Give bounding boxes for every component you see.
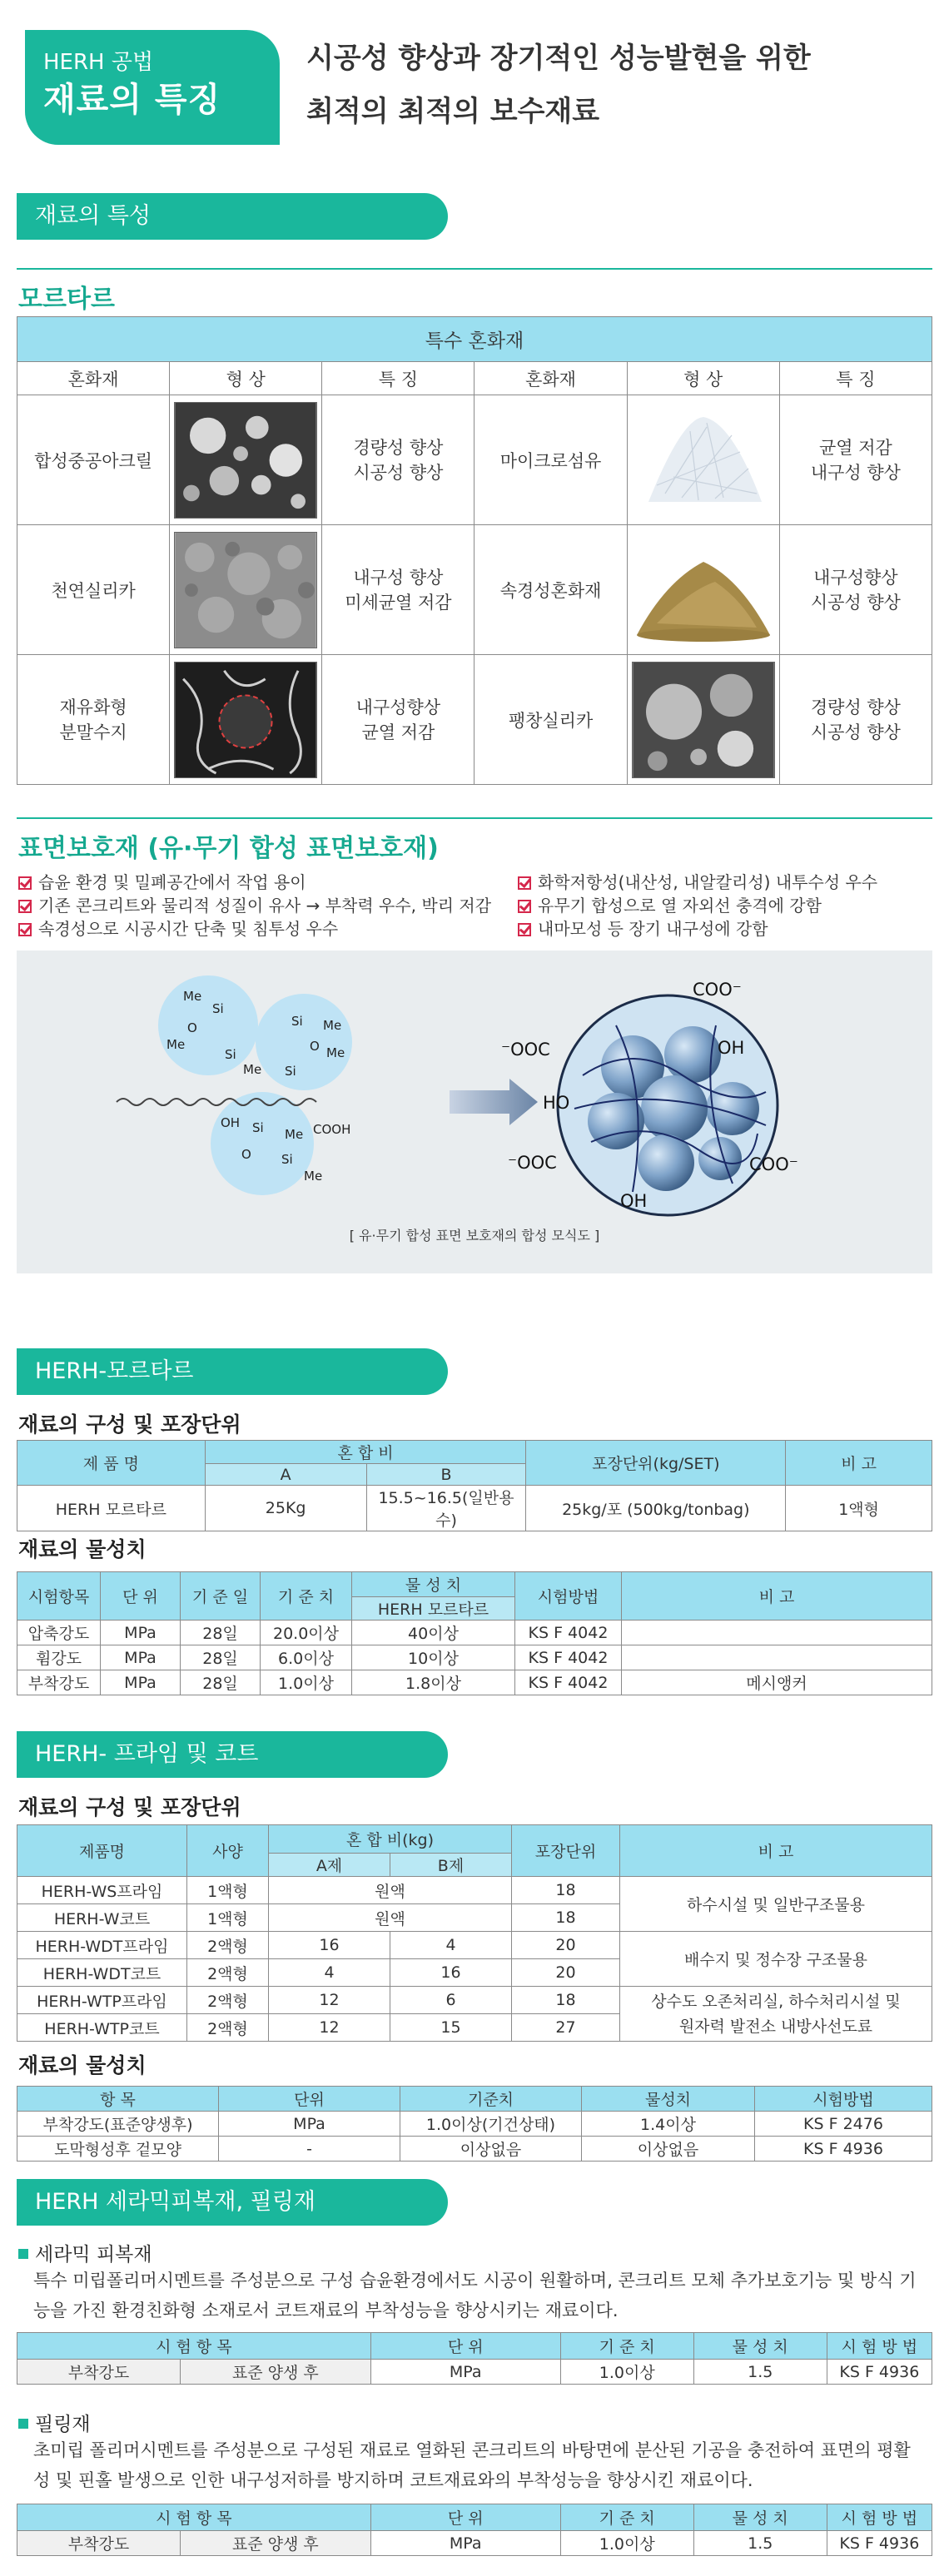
cell-std: 20.0이상 — [261, 1621, 352, 1645]
header-pack: 포장단위(kg/SET) — [526, 1441, 786, 1486]
admixture-name: 팽창실리카 — [474, 655, 627, 785]
cell-type: 1액형 — [187, 1904, 269, 1932]
check-item — [18, 917, 491, 941]
header-note: 비 고 — [620, 1825, 932, 1877]
section-title-surface: 표면보호재 (유·무기 합성 표면보호재) — [18, 834, 439, 863]
header-feature: 특 징 — [322, 362, 474, 395]
cell-unit: MPa — [101, 1670, 181, 1695]
desc-line: 초미립 폴리머시멘트를 주성분으로 구성된 재료로 열화된 콘크리트의 바탕면에 분산된 기공을 충전하여 표면의 평활 — [33, 2440, 911, 2460]
header-unit: 단위 — [219, 2087, 400, 2112]
check-item — [518, 894, 877, 917]
cell-product: HERH 모르타르 — [17, 1486, 206, 1531]
cell-age: 28일 — [181, 1645, 261, 1670]
header-note: 비 고 — [622, 1572, 932, 1621]
header-unit: 단 위 — [101, 1572, 181, 1621]
check-text: 기존 콘크리트와 물리적 성질이 유사 → 부착력 우수, 박리 저감 — [38, 896, 492, 916]
table-row — [17, 2112, 932, 2137]
label-si: Si — [291, 1014, 303, 1029]
cell-product: HERH-WDT프라임 — [17, 1932, 187, 1959]
coating-title — [18, 2239, 152, 2266]
cell-value: 40이상 — [352, 1621, 515, 1645]
checkbox-icon — [518, 876, 531, 890]
molecule-cluster — [256, 994, 352, 1090]
table-row — [17, 1932, 932, 1959]
label-me: Me — [304, 1169, 323, 1184]
checkbox-icon — [518, 923, 531, 936]
cell-pack: 18 — [512, 1987, 620, 2014]
section-pill-ceramic: HERH 세라믹피복재, 필링재 — [17, 2179, 448, 2226]
header-item: 시험항목 — [17, 1572, 101, 1621]
desc-line: 특수 미립폴리머시멘트를 주성분으로 구성 습윤환경에서도 시공이 원활하며, 콘크리트 모체 추가보호기능 및 방식 기 — [33, 2271, 917, 2291]
cell-item: 도막형성후 겉모양 — [17, 2137, 219, 2162]
cell-product: HERH-WTP프라임 — [17, 1987, 187, 2014]
cell-note: 1액형 — [786, 1486, 932, 1531]
props-title: 재료의 물성치 — [18, 1537, 147, 1561]
header-shape: 형 상 — [170, 362, 322, 395]
header-age: 기 준 일 — [181, 1572, 261, 1621]
admixture-photo — [170, 395, 322, 525]
divider — [17, 817, 932, 819]
cell-note: 메시앵커 — [622, 1670, 932, 1695]
section-pill-materials: 재료의 특성 — [17, 193, 448, 240]
admixture-photo — [170, 655, 322, 785]
cell-unit: MPa — [370, 2531, 560, 2556]
cell-item: 압축강도 — [17, 1621, 101, 1645]
cell-note: 배수지 및 정수장 구조물용 — [620, 1932, 932, 1987]
checkbox-icon — [18, 900, 32, 913]
feature-line: 내구성 향상 — [353, 567, 444, 588]
desc-line: 성 및 핀홀 발생으로 인한 내구성저하를 방지하며 코트재료와의 부착성능을 향상시킨 재료이다. — [33, 2470, 753, 2490]
cell-type: 2액형 — [187, 1987, 269, 2014]
admixture-photo — [627, 525, 779, 655]
feature-line: 경량성 향상 — [353, 437, 444, 458]
cell-value: 이상없음 — [582, 2137, 755, 2162]
label-ooc: ⁻OOC — [501, 1040, 550, 1060]
header-std: 기 준 치 — [261, 1572, 352, 1621]
cell-method: KS F 4042 — [515, 1645, 622, 1670]
header-value: 물성치 — [582, 2087, 755, 2112]
feature-line: 시공성 향상 — [810, 722, 901, 742]
table-row — [17, 1670, 932, 1695]
name-line: 재유화형 — [59, 697, 127, 717]
coating-properties-table — [17, 2332, 932, 2385]
section-pill-herh-mortar: HERH-모르타르 — [17, 1348, 448, 1395]
header-product: 제 품 명 — [17, 1441, 206, 1486]
cell-mix: 원액 — [269, 1877, 512, 1904]
cell-item: 휨강도 — [17, 1645, 101, 1670]
label-ooc: ⁻OOC — [508, 1153, 557, 1173]
label-me: Me — [285, 1127, 304, 1142]
check-text: 습윤 환경 및 밀폐공간에서 작업 용이 — [38, 872, 306, 892]
filler-description — [33, 2435, 932, 2495]
header-note: 비 고 — [786, 1441, 932, 1486]
cell-unit: - — [219, 2137, 400, 2162]
check-text: 속경성으로 시공시간 단축 및 침투성 우수 — [38, 919, 339, 939]
note-line: 상수도 오존처리실, 하수처리시설 및 — [651, 1992, 901, 2011]
cell-std: 1.0이상 — [560, 2531, 693, 2556]
admixture-feature — [322, 655, 474, 785]
cell-method: KS F 4936 — [827, 2531, 932, 2556]
cell-pack: 18 — [512, 1877, 620, 1904]
check-text: 유무기 합성으로 열 자외선 충격에 강함 — [538, 896, 822, 916]
label-me: Me — [323, 1018, 342, 1033]
feature-checklist-right — [518, 871, 877, 941]
props-title: 재료의 물성치 — [18, 2053, 147, 2077]
feature-line: 내구성 향상 — [810, 462, 901, 483]
resin-micrograph-icon — [174, 662, 317, 778]
label-oh: OH — [620, 1191, 648, 1211]
label-si: Si — [252, 1120, 264, 1135]
header-value: 물 성 치 — [693, 2504, 827, 2531]
header-mix: 혼 합 비 — [205, 1441, 526, 1464]
label-oh: OH — [221, 1115, 241, 1130]
label-o: O — [241, 1147, 251, 1162]
check-item — [518, 871, 877, 894]
bullet-square-icon — [18, 2249, 28, 2259]
header-item: 항 목 — [17, 2087, 219, 2112]
admixture-photo — [170, 525, 322, 655]
desc-line: 능을 가진 환경친화형 소재로서 코트재료의 부착성능을 향상시키는 재료이다. — [33, 2301, 619, 2320]
table-row — [17, 655, 932, 785]
admixture-table — [17, 316, 932, 785]
primer-composition-table — [17, 1824, 932, 2042]
molecule-cluster — [211, 1092, 314, 1195]
cell-b: 15 — [390, 2014, 512, 2042]
cell-note: 하수시설 및 일반구조물용 — [620, 1877, 932, 1932]
cell-unit: MPa — [370, 2360, 560, 2385]
hollow-spheres-micrograph-icon — [174, 402, 317, 519]
synthesis-schematic — [17, 950, 932, 1217]
cell-a: 25Kg — [205, 1486, 366, 1531]
white-fiber-pile-icon — [632, 402, 775, 519]
cell-note — [622, 1645, 932, 1670]
check-text: 화학저항성(내산성, 내알칼리성) 내투수성 우수 — [538, 872, 878, 892]
cell-value: 1.5 — [693, 2531, 827, 2556]
filler-title-text: 필링재 — [35, 2414, 91, 2435]
primer-properties-table — [17, 2086, 932, 2162]
cell-condition: 표준 양생 후 — [181, 2531, 371, 2556]
cell-b: 6 — [390, 1987, 512, 2014]
silica-micrograph-icon — [174, 532, 317, 648]
header-mix: 혼 합 비(kg) — [269, 1825, 512, 1854]
feature-line: 내구성향상 — [813, 567, 898, 588]
note-line: 원자력 발전소 내방사선도료 — [678, 2017, 873, 2036]
name-line: 분말수지 — [59, 722, 127, 742]
cell-product: HERH-WS프라임 — [17, 1877, 187, 1904]
brown-powder-pile-icon — [632, 532, 775, 648]
hero-title: 재료의 특징 — [43, 81, 221, 119]
cell-method: KS F 4936 — [827, 2360, 932, 2385]
cell-value: 1.8이상 — [352, 1670, 515, 1695]
filler-properties-table — [17, 2504, 932, 2556]
admixture-feature — [779, 525, 932, 655]
header-admixture: 혼화재 — [17, 362, 170, 395]
headline-line-1: 시공성 향상과 장기적인 성능발현을 위한 — [306, 42, 811, 75]
cell-pack: 20 — [512, 1959, 620, 1987]
label-o: O — [187, 1020, 197, 1035]
header-unit: 단 위 — [370, 2333, 560, 2360]
header-std: 기 준 치 — [560, 2333, 693, 2360]
cell-method: KS F 4042 — [515, 1670, 622, 1695]
cell-condition: 표준 양생 후 — [181, 2360, 371, 2385]
label-si: Si — [212, 1001, 224, 1016]
arrow-right-icon — [450, 1079, 538, 1125]
headline-line-2: 최적의 최적의 보수재료 — [306, 95, 600, 128]
cell-method: KS F 2476 — [755, 2112, 932, 2137]
header-item: 시 험 항 목 — [17, 2504, 371, 2531]
feature-line: 미세균열 저감 — [345, 592, 452, 613]
hero-badge — [25, 30, 280, 145]
check-text: 내마모성 등 장기 내구성에 강함 — [538, 919, 768, 939]
feature-line: 균열 저감 — [818, 437, 892, 458]
cell-std: 이상없음 — [400, 2137, 582, 2162]
header-pack: 포장단위 — [512, 1825, 620, 1877]
table-row — [17, 1877, 932, 1904]
feature-line: 시공성 향상 — [353, 462, 444, 483]
checkbox-icon — [18, 876, 32, 890]
header-type: 사양 — [187, 1825, 269, 1877]
hero-subtitle: HERH 공법 — [43, 50, 154, 75]
header-value: 물 성 치 — [693, 2333, 827, 2360]
cell-a: 12 — [269, 2014, 390, 2042]
label-coo: COO⁻ — [749, 1154, 798, 1174]
label-me: Me — [183, 989, 202, 1004]
cell-age: 28일 — [181, 1670, 261, 1695]
header-std: 기준치 — [400, 2087, 582, 2112]
feature-line: 경량성 향상 — [810, 697, 901, 717]
section-pill-primer: HERH- 프라임 및 코트 — [17, 1731, 448, 1778]
cell-b: 4 — [390, 1932, 512, 1959]
cell-item: 부착강도(표준양생후) — [17, 2112, 219, 2137]
cell-std: 1.0이상 — [261, 1670, 352, 1695]
cell-type: 2액형 — [187, 1959, 269, 1987]
cell-std: 1.0이상(기건상태) — [400, 2112, 582, 2137]
admixture-name: 합성중공아크릴 — [17, 395, 170, 525]
header-a: A제 — [269, 1854, 390, 1877]
admixture-photo — [627, 655, 779, 785]
cell-type: 2액형 — [187, 2014, 269, 2042]
cell-value: 1.5 — [693, 2360, 827, 2385]
label-si: Si — [225, 1047, 236, 1062]
cell-b: 16 — [390, 1959, 512, 1987]
cell-unit: MPa — [101, 1621, 181, 1645]
cell-type: 1액형 — [187, 1877, 269, 1904]
label-ho: HO — [543, 1093, 570, 1113]
cell-std: 1.0이상 — [560, 2360, 693, 2385]
cell-method: KS F 4936 — [755, 2137, 932, 2162]
admixture-photo — [627, 395, 779, 525]
table-row — [17, 2137, 932, 2162]
cell-type: 2액형 — [187, 1932, 269, 1959]
divider — [17, 268, 932, 270]
cell-item: 부착강도 — [17, 1670, 101, 1695]
feature-line: 균열 저감 — [361, 722, 435, 742]
cell-item: 부착강도 — [17, 2531, 181, 2556]
table-row — [17, 1645, 932, 1670]
header-admixture: 혼화재 — [474, 362, 627, 395]
feature-line: 내구성향상 — [355, 697, 441, 717]
molecule-cluster — [158, 975, 258, 1075]
header-method: 시험방법 — [515, 1572, 622, 1621]
header-b: B제 — [390, 1854, 512, 1877]
header-value: 물 성 치 — [352, 1572, 515, 1597]
label-si: Si — [285, 1064, 296, 1079]
header-shape: 형 상 — [627, 362, 779, 395]
admixture-feature — [322, 525, 474, 655]
cell-b: 15.5~16.5(일반용수) — [366, 1486, 526, 1531]
mortar-composition-table — [17, 1440, 932, 1531]
headline — [306, 32, 811, 138]
composition-title: 재료의 구성 및 포장단위 — [18, 1795, 241, 1819]
check-item — [518, 917, 877, 941]
table-row — [17, 525, 932, 655]
filler-title — [18, 2409, 91, 2436]
cell-a: 12 — [269, 1987, 390, 2014]
coating-description — [33, 2266, 932, 2325]
admixture-name: 천연실리카 — [17, 525, 170, 655]
cell-std: 6.0이상 — [261, 1645, 352, 1670]
admixture-name: 마이크로섬유 — [474, 395, 627, 525]
cell-value: 1.4이상 — [582, 2112, 755, 2137]
admixture-feature — [779, 395, 932, 525]
header-b: B — [366, 1464, 526, 1486]
admixture-feature — [779, 655, 932, 785]
check-item — [18, 871, 491, 894]
cell-a: 16 — [269, 1932, 390, 1959]
cell-a: 4 — [269, 1959, 390, 1987]
checkbox-icon — [18, 923, 32, 936]
table-row — [17, 1486, 932, 1531]
cell-note — [622, 1621, 932, 1645]
cell-age: 28일 — [181, 1621, 261, 1645]
label-me: Me — [243, 1062, 262, 1077]
cell-value: 10이상 — [352, 1645, 515, 1670]
diagram-caption: [ 유·무기 합성 표면 보호재의 합성 모식도 ] — [349, 1228, 600, 1243]
label-oh: OH — [718, 1038, 745, 1058]
composition-title: 재료의 구성 및 포장단위 — [18, 1412, 241, 1437]
section-title-mortar: 모르타르 — [18, 285, 115, 314]
cell-note — [620, 1987, 932, 2042]
checkbox-icon — [518, 900, 531, 913]
label-me: Me — [166, 1037, 186, 1052]
check-item — [18, 894, 491, 917]
feature-line: 시공성 향상 — [810, 592, 901, 613]
header-method: 시험방법 — [755, 2087, 932, 2112]
header-std: 기 준 치 — [560, 2504, 693, 2531]
header-feature: 특 징 — [779, 362, 932, 395]
cell-pack: 25kg/포 (500kg/tonbag) — [526, 1486, 786, 1531]
coating-title-text: 세라믹 피복재 — [35, 2244, 152, 2266]
synthesis-diagram — [17, 950, 932, 1273]
feature-checklist-left — [18, 871, 491, 941]
cell-product: HERH-WTP코트 — [17, 2014, 187, 2042]
table-row — [17, 1621, 932, 1645]
cell-unit: MPa — [101, 1645, 181, 1670]
header-unit: 단 위 — [370, 2504, 560, 2531]
bullet-square-icon — [18, 2419, 28, 2429]
header-method: 시 험 방 법 — [827, 2333, 932, 2360]
table-row — [17, 2360, 932, 2385]
admixture-caption: 특수 혼화재 — [17, 317, 932, 362]
header-product: 제품명 — [17, 1825, 187, 1877]
admixture-name — [17, 655, 170, 785]
cell-mix: 원액 — [269, 1904, 512, 1932]
label-o: O — [310, 1039, 320, 1054]
header-value-sub: HERH 모르타르 — [352, 1597, 515, 1621]
header-item: 시 험 항 목 — [17, 2333, 371, 2360]
cell-item: 부착강도 — [17, 2360, 181, 2385]
label-cooh: COOH — [313, 1122, 351, 1137]
table-row — [17, 2531, 932, 2556]
cell-pack: 18 — [512, 1904, 620, 1932]
admixture-feature — [322, 395, 474, 525]
header-a: A — [205, 1464, 366, 1486]
cell-product: HERH-W코트 — [17, 1904, 187, 1932]
expanded-silica-micrograph-icon — [632, 662, 775, 778]
table-row — [17, 1987, 932, 2014]
cell-product: HERH-WDT코트 — [17, 1959, 187, 1987]
admixture-name: 속경성혼화재 — [474, 525, 627, 655]
cell-pack: 27 — [512, 2014, 620, 2042]
cell-unit: MPa — [219, 2112, 400, 2137]
header-method: 시 험 방 법 — [827, 2504, 932, 2531]
label-me: Me — [326, 1045, 345, 1060]
table-row — [17, 395, 932, 525]
cell-method: KS F 4042 — [515, 1621, 622, 1645]
cell-pack: 20 — [512, 1932, 620, 1959]
label-si: Si — [281, 1152, 293, 1167]
label-coo: COO⁻ — [693, 980, 742, 1000]
mortar-properties-table — [17, 1571, 932, 1695]
